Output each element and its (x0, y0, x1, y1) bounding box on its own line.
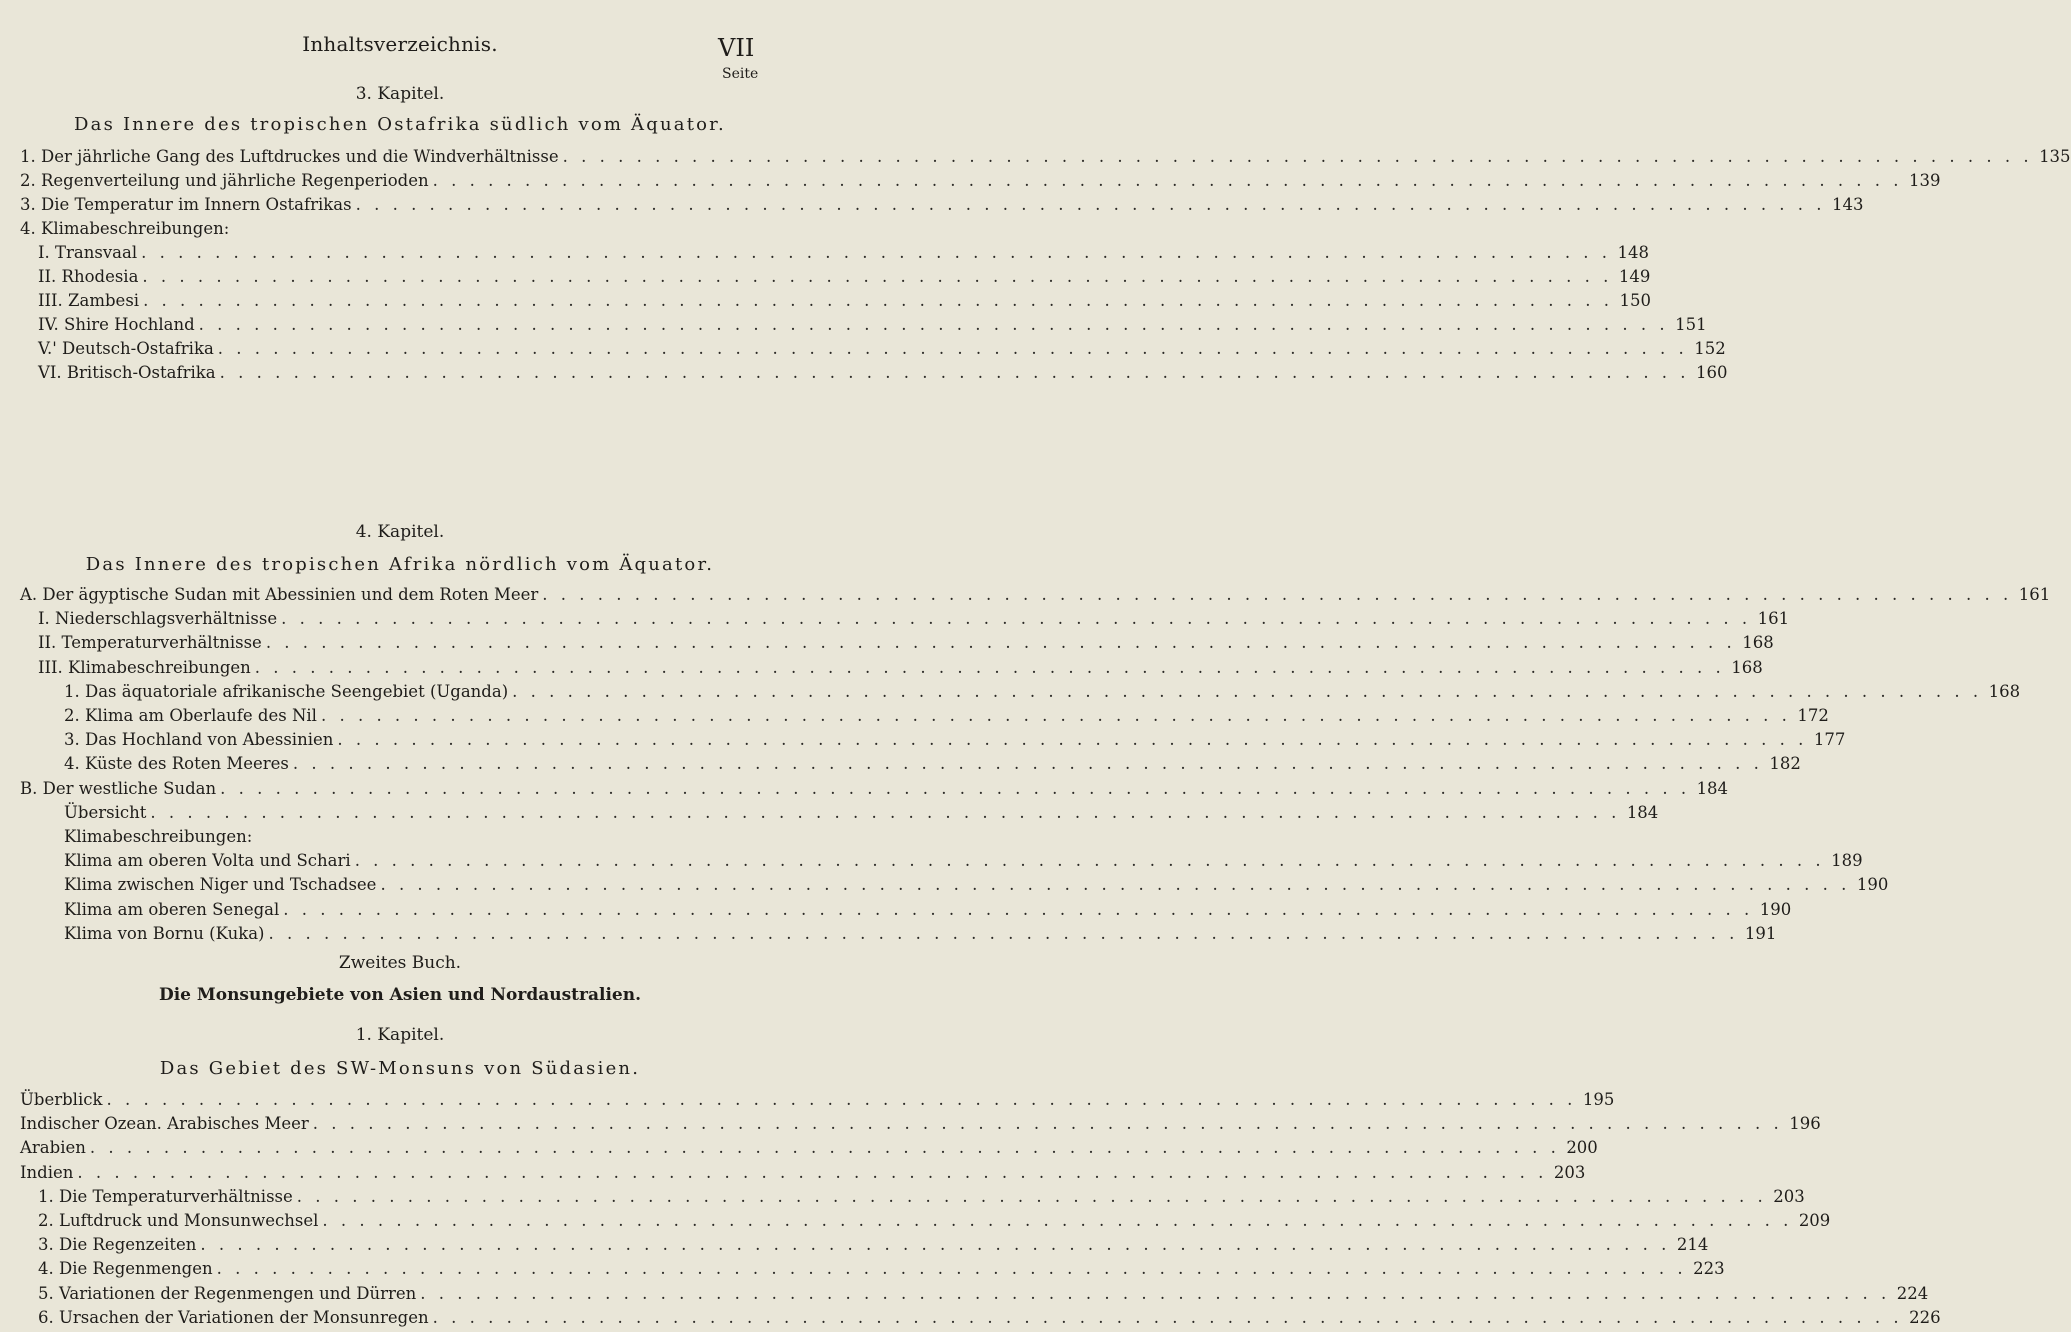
toc-entry-label: III. Klimabeschreibungen (38, 657, 251, 677)
toc-entry-label: Indischer Ozean. Arabisches Meer (20, 1114, 309, 1134)
dot-leader: . . . . . . . . . . . . . . . . . . . . . . . . . . . . . . . . . . . . . . . . . . . . . . . . . . . . . . . . . . . . . . . . . . . . . . . . . . . . . . . . (89, 1138, 1560, 1158)
dot-leader: . . . . . . . . . . . . . . . . . . . . . . . . . . . . . . . . . . . . . . . . . . . . . . . . . . . . . . . . . . . . . . . . . . . . . . . . . . . . . . . . (200, 1235, 1671, 1255)
toc-entry (64, 827, 740, 851)
toc-entry-page: 184 (1626, 802, 1659, 822)
dot-leader: . . . . . . . . . . . . . . . . . . . . . . . . . . . . . . . . . . . . . . . . . . . . . . . . . . . . . . . . . . . . . . . . . . . . . . . . . . . . . . . . (219, 363, 1690, 382)
toc-entry (20, 1138, 1598, 1162)
toc-entry-page: 168 (1731, 657, 1763, 677)
toc-entry (38, 657, 1763, 682)
toc-entry (20, 585, 2051, 609)
toc-entry-page: 190 (1759, 899, 1792, 919)
toc-entry (20, 1114, 1821, 1138)
toc-entry-label: I. Niederschlagsverhältnisse (38, 609, 278, 629)
seite-label: Seite (722, 66, 759, 82)
chapter-title: Das Innere des tropischen Afrika nördlich vom Äquator. (85, 554, 715, 575)
toc-entry (20, 147, 2071, 171)
toc-entry-label: 4. Die Regenmengen (38, 1259, 213, 1279)
toc-entry-page: 209 (1798, 1211, 1831, 1230)
dot-leader: . . . . . . . . . . . . . . . . . . . . . . . . . . . . . . . . . . . . . . . . . . . . . . . . . . . . . . . . . . . . . . . . . . . . . . . . . . . . . . . . (198, 315, 1669, 334)
toc-entry-label: II. Rhodesia (38, 267, 139, 286)
dot-leader: . . . . . . . . . . . . . . . . . . . . . . . . . . . . . . . . . . . . . . . . . . . . . . . . . . . . . . . . . . . . . . . . . . . . . . . . . . . . . . . . (143, 291, 1613, 310)
toc-entry-label: 5. Variationen der Regenmengen und Dürren (38, 1283, 417, 1303)
toc-entry (38, 1307, 1941, 1332)
chapter-title: Das Innere des tropischen Ostafrika südlich vom Äquator. (74, 114, 726, 135)
toc-entry-label: 3. Das Hochland von Abessinien (64, 730, 334, 750)
toc-entry (20, 1090, 1615, 1114)
toc-entry-page: 168 (1742, 633, 1774, 653)
toc-entry-page: 189 (1831, 851, 1863, 871)
toc-entry-label: 1. Die Temperaturverhältnisse (38, 1186, 293, 1206)
toc-entry-page: 139 (1909, 171, 1941, 190)
toc-entry-label: VI. Britisch-Ostafrika (38, 363, 216, 382)
toc-entry (64, 754, 1801, 778)
toc-entry (38, 1186, 1805, 1211)
toc-entry-page: 182 (1769, 754, 1801, 774)
toc-entry-label: IV. Shire Hochland (38, 315, 195, 334)
toc-entry-label: 4. Küste des Roten Meeres (64, 754, 289, 774)
toc-entry-page: 195 (1582, 1090, 1615, 1109)
toc-entry (38, 633, 1774, 657)
toc-entry-label: Indien (20, 1162, 74, 1182)
toc-entry-page: 135 (2039, 147, 2071, 166)
toc-entry-label: Arabien (20, 1138, 86, 1158)
toc-entry (64, 802, 1659, 827)
toc-entry (64, 730, 1846, 754)
dot-leader: . . . . . . . . . . . . . . . . . . . . . . . . . . . . . . . . . . . . . . . . . . . . . . . . . . . . . . . . . . . . . . . . . . . . . . . . . . . . . . . . (283, 899, 1754, 919)
toc-entry (20, 778, 1729, 803)
dot-leader: . . . . . . . . . . . . . . . . . . . . . . . . . . . . . . . . . . . . . . . . . . . . . . . . . . . . . . . . . . . . . . . . . . . . . . . . . . . . . . . . (106, 1090, 1577, 1109)
dot-leader: . . . . . . . . . . . . . . . . . . . . . . . . . . . . . . . . . . . . . . . . . . . . . . . . . . . . . . . . . . . . . . . . . . . . . . . . . . . . . . . . (220, 778, 1691, 798)
dot-leader: . . . . . . . . . . . . . . . . . . . . . . . . . . . . . . . . . . . . . . . . . . . . . . . . . . . . . . . . . . . . . . . . . . . . . . . . . . . . . . . . (142, 267, 1613, 286)
dot-leader: . . . . . . . . . . . . . . . . . . . . . . . . . . . . . . . . . . . . . . . . . . . . . . . . . . . . . . . . . . . . . . . . . . . . . . . . . . . . . . . . (77, 1162, 1548, 1182)
toc-entry-label: 3. Die Temperatur im Innern Ostafrikas (20, 195, 352, 214)
page-number: VII (718, 34, 755, 62)
dot-leader: . . . . . . . . . . . . . . . . . . . . . . . . . . . . . . . . . . . . . . . . . . . . . . . . . . . . . . . . . . . . . . . . . . . . . . . . . . . . . . . . (216, 1259, 1687, 1279)
toc-entry (38, 1235, 1709, 1259)
toc-entry-page: 161 (1757, 609, 1790, 629)
chapter-heading: 1. Kapitel. (355, 1025, 445, 1045)
toc-entry (38, 291, 1651, 315)
toc-entry-label: Übersicht (64, 802, 147, 822)
toc-entry-label: Überblick (20, 1090, 103, 1109)
toc-entry-label: B. Der westliche Sudan (20, 778, 217, 798)
dot-leader: . . . . . . . . . . . . . . . . . . . . . . . . . . . . . . . . . . . . . . . . . . . . . . . . . . . . . . . . . . . . . . . . . . . . . . . . . . . . . . . . (420, 1283, 1891, 1303)
dot-leader: . . . . . . . . . . . . . . . . . . . . . . . . . . . . . . . . . . . . . . . . . . . . . . . . . . . . . . . . . . . . . . . . . . . . . . . . . . . . . . . . (542, 585, 2013, 604)
toc-entry-page: 160 (1696, 363, 1728, 382)
toc-entry-page: 214 (1676, 1235, 1709, 1255)
toc-entry (38, 315, 1707, 339)
toc-entry-label: III. Zambesi (38, 291, 140, 310)
dot-leader: . . . . . . . . . . . . . . . . . . . . . . . . . . . . . . . . . . . . . . . . . . . . . . . . . . . . . . . . . . . . . . . . . . . . . . . . . . . . . . . . (355, 195, 1826, 214)
toc-entry-label: 2. Klima am Oberlaufe des Nil (64, 706, 317, 725)
dot-leader: . . . . . . . . . . . . . . . . . . . . . . . . . . . . . . . . . . . . . . . . . . . . . . . . . . . . . . . . . . . . . . . . . . . . . . . . . . . . . . . . (254, 657, 1725, 677)
toc-entry-label: Klimabeschreibungen: (64, 827, 253, 846)
toc-entry-page: 161 (2018, 585, 2051, 604)
dot-leader: . . . . . . . . . . . . . . . . . . . . . . . . . . . . . . . . . . . . . . . . . . . . . . . . . . . . . . . . . . . . . . . . . . . . . . . . . . . . . . . . (432, 171, 1903, 190)
dot-leader: . . . . . . . . . . . . . . . . . . . . . . . . . . . . . . . . . . . . . . . . . . . . . . . . . . . . . . . . . . . . . . . . . . . . . . . . . . . . . . . . (320, 706, 1791, 725)
toc-entry-page: 152 (1694, 339, 1726, 358)
toc-entry-page: 151 (1675, 315, 1707, 334)
dot-leader: . . . . . . . . . . . . . . . . . . . . . . . . . . . . . . . . . . . . . . . . . . . . . . . . . . . . . . . . . . . . . . . . . . . . . . . . . . . . . . . . (141, 243, 1612, 262)
dot-leader: . . . . . . . . . . . . . . . . . . . . . . . . . . . . . . . . . . . . . . . . . . . . . . . . . . . . . . . . . . . . . . . . . . . . . . . . . . . . . . . . (296, 1186, 1767, 1206)
toc-entry (64, 875, 1889, 899)
dot-leader: . . . . . . . . . . . . . . . . . . . . . . . . . . . . . . . . . . . . . . . . . . . . . . . . . . . . . . . . . . . . . . . . . . . . . . . . . . . . . . . . (322, 1211, 1793, 1230)
toc-entry-label: A. Der ägyptische Sudan mit Abessinien und dem Roten Meer (20, 585, 539, 604)
toc-entry-page: 150 (1619, 291, 1651, 310)
dot-leader: . . . . . . . . . . . . . . . . . . . . . . . . . . . . . . . . . . . . . . . . . . . . . . . . . . . . . . . . . . . . . . . . . . . . . . . . . . . . . . . . (512, 681, 1983, 701)
toc-entry-page: 224 (1896, 1283, 1929, 1303)
toc-entry (38, 243, 1650, 267)
toc-entry (20, 195, 1864, 219)
running-header-title: Inhaltsverzeichnis. (302, 32, 498, 56)
toc-entry (38, 1211, 1831, 1235)
toc-entry (38, 339, 1726, 363)
toc-entry (20, 219, 740, 243)
toc-entry-label: Klima am oberen Senegal (64, 899, 280, 919)
toc-entry-page: 143 (1832, 195, 1864, 214)
toc-entry-label: Klima zwischen Niger und Tschadsee (64, 875, 377, 895)
toc-entry (38, 609, 1790, 633)
toc-entry-page: 200 (1566, 1138, 1598, 1158)
dot-leader: . . . . . . . . . . . . . . . . . . . . . . . . . . . . . . . . . . . . . . . . . . . . . . . . . . . . . . . . . . . . . . . . . . . . . . . . . . . . . . . . (268, 923, 1739, 943)
dot-leader: . . . . . . . . . . . . . . . . . . . . . . . . . . . . . . . . . . . . . . . . . . . . . . . . . . . . . . . . . . . . . . . . . . . . . . . . . . . . . . . . (562, 147, 2033, 166)
toc-entry (64, 681, 2021, 706)
toc-entry (38, 1283, 1929, 1308)
chapter-title: Das Gebiet des SW-Monsuns von Südasien. (159, 1058, 641, 1079)
toc-entry (64, 899, 1792, 924)
toc-entry-page: 203 (1553, 1162, 1586, 1182)
toc-entry-page: 168 (1988, 681, 2021, 701)
chapter-heading: 4. Kapitel. (355, 522, 445, 542)
toc-entry-page: 191 (1744, 923, 1777, 943)
toc-entry-page: 223 (1693, 1259, 1725, 1279)
chapter-heading: 3. Kapitel. (355, 84, 445, 104)
toc-entry-label: I. Transvaal (38, 243, 138, 262)
toc-entry-page: 184 (1696, 778, 1729, 798)
toc-entry-page: 149 (1618, 267, 1651, 286)
dot-leader: . . . . . . . . . . . . . . . . . . . . . . . . . . . . . . . . . . . . . . . . . . . . . . . . . . . . . . . . . . . . . . . . . . . . . . . . . . . . . . . . (281, 609, 1752, 629)
toc-entry-label: 4. Klimabeschreibungen: (20, 219, 230, 238)
toc-entry (64, 851, 1863, 875)
toc-entry-page: 172 (1797, 706, 1829, 725)
toc-entry-page: 177 (1813, 730, 1846, 750)
toc-entry-label: 1. Das äquatoriale afrikanische Seengebiet (Uganda) (64, 681, 509, 701)
toc-entry-page: 226 (1909, 1307, 1941, 1327)
toc-entry-label: Klima von Bornu (Kuka) (64, 923, 265, 943)
toc-entry (38, 363, 1728, 387)
toc-entry-label: V.' Deutsch-Ostafrika (38, 339, 214, 358)
book-heading: Zweites Buch. (338, 953, 462, 973)
toc-entry-label: 1. Der jährliche Gang des Luftdruckes und die Windverhältnisse (20, 147, 559, 166)
toc-entry-label: 3. Die Regenzeiten (38, 1235, 197, 1255)
toc-entry (20, 171, 1941, 195)
dot-leader: . . . . . . . . . . . . . . . . . . . . . . . . . . . . . . . . . . . . . . . . . . . . . . . . . . . . . . . . . . . . . . . . . . . . . . . . . . . . . . . . (337, 730, 1808, 750)
dot-leader: . . . . . . . . . . . . . . . . . . . . . . . . . . . . . . . . . . . . . . . . . . . . . . . . . . . . . . . . . . . . . . . . . . . . . . . . . . . . . . . . (150, 802, 1621, 822)
toc-entry-label: 2. Regenverteilung und jährliche Regenperioden (20, 171, 429, 190)
toc-entry-page: 190 (1856, 875, 1889, 895)
dot-leader: . . . . . . . . . . . . . . . . . . . . . . . . . . . . . . . . . . . . . . . . . . . . . . . . . . . . . . . . . . . . . . . . . . . . . . . . . . . . . . . . (354, 851, 1825, 871)
toc-entry-page: 203 (1773, 1186, 1805, 1206)
toc-entry-label: Klima am oberen Volta und Schari (64, 851, 351, 871)
toc-entry (38, 1259, 1725, 1283)
toc-entry (64, 923, 1777, 948)
dot-leader: . . . . . . . . . . . . . . . . . . . . . . . . . . . . . . . . . . . . . . . . . . . . . . . . . . . . . . . . . . . . . . . . . . . . . . . . . . . . . . . . (380, 875, 1851, 895)
book-title: Die Monsungebiete von Asien und Nordaustralien. (158, 985, 642, 1005)
dot-leader: . . . . . . . . . . . . . . . . . . . . . . . . . . . . . . . . . . . . . . . . . . . . . . . . . . . . . . . . . . . . . . . . . . . . . . . . . . . . . . . . (432, 1307, 1903, 1327)
toc-entry (64, 706, 1829, 730)
toc-entry-label: 6. Ursachen der Variationen der Monsunregen (38, 1307, 429, 1327)
dot-leader: . . . . . . . . . . . . . . . . . . . . . . . . . . . . . . . . . . . . . . . . . . . . . . . . . . . . . . . . . . . . . . . . . . . . . . . . . . . . . . . . (312, 1114, 1783, 1134)
toc-entry-label: 2. Luftdruck und Monsunwechsel (38, 1211, 319, 1230)
dot-leader: . . . . . . . . . . . . . . . . . . . . . . . . . . . . . . . . . . . . . . . . . . . . . . . . . . . . . . . . . . . . . . . . . . . . . . . . . . . . . . . . (292, 754, 1763, 774)
toc-entry-label: II. Temperaturverhältnisse (38, 633, 262, 653)
toc-entry-page: 196 (1789, 1114, 1821, 1134)
toc-entry (20, 1162, 1586, 1187)
dot-leader: . . . . . . . . . . . . . . . . . . . . . . . . . . . . . . . . . . . . . . . . . . . . . . . . . . . . . . . . . . . . . . . . . . . . . . . . . . . . . . . . (265, 633, 1736, 653)
dot-leader: . . . . . . . . . . . . . . . . . . . . . . . . . . . . . . . . . . . . . . . . . . . . . . . . . . . . . . . . . . . . . . . . . . . . . . . . . . . . . . . . (217, 339, 1688, 358)
toc-entry (38, 267, 1651, 291)
toc-entry-page: 148 (1617, 243, 1650, 262)
